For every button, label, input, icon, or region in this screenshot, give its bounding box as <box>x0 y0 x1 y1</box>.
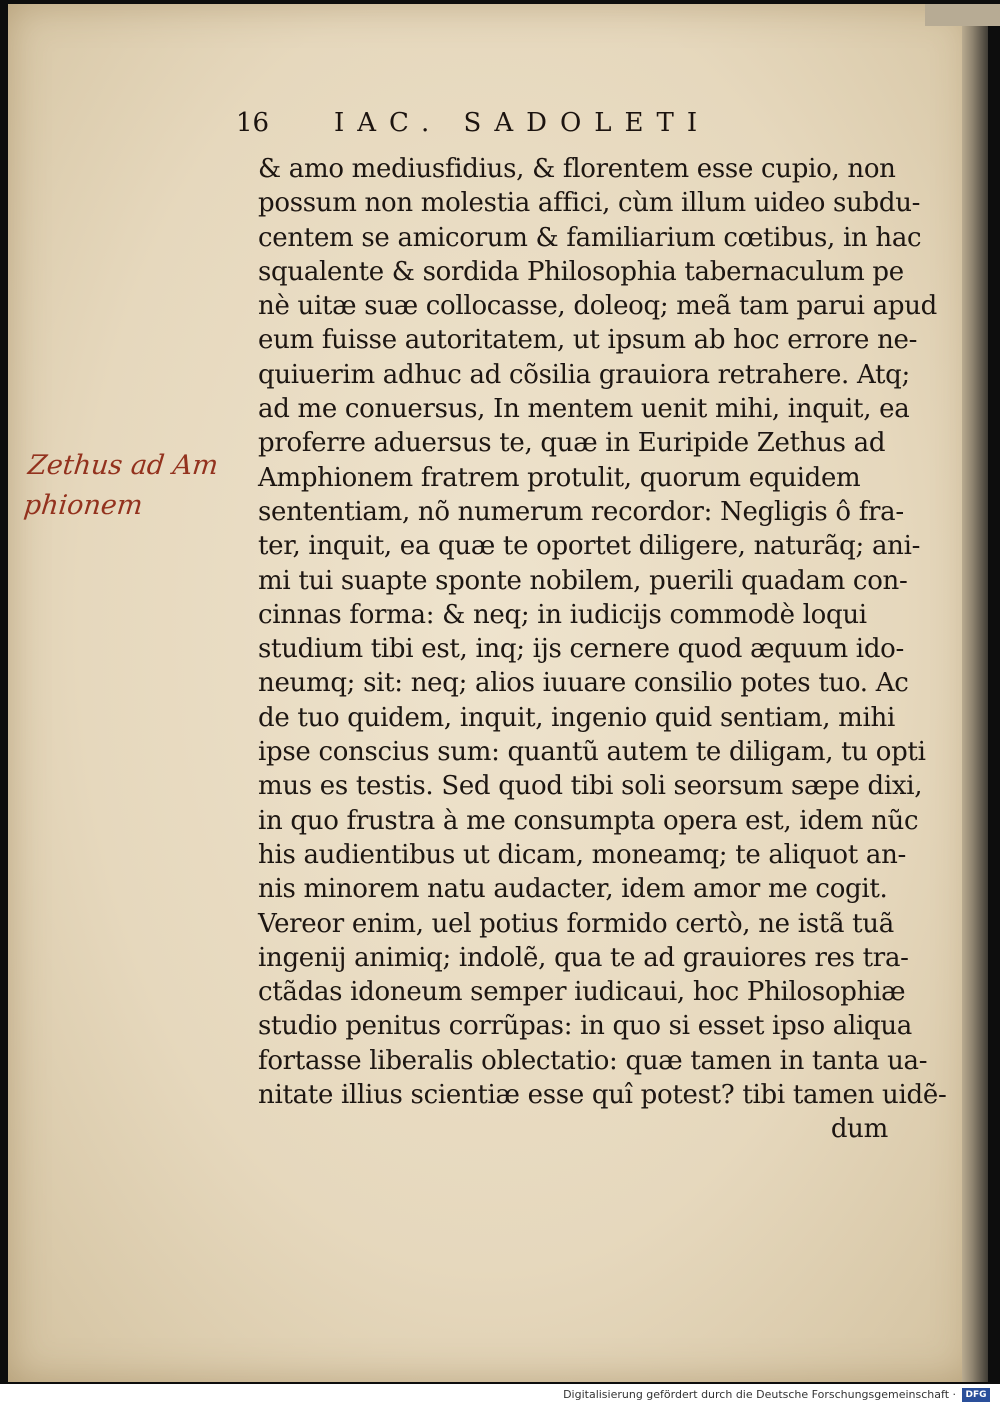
text-line: ter, inquit, ea quæ te oportet diligere, naturãq; ani- <box>258 531 921 562</box>
text-line: ctãdas idoneum semper iudicaui, hoc Philosophiæ <box>258 977 906 1008</box>
page-number: 16 <box>236 108 270 138</box>
page-corner <box>925 4 1000 26</box>
text-line: studio penitus corrũpas: in quo si esset ipso aliqua <box>258 1011 913 1042</box>
text-line: & amo mediusfidius, & florentem esse cupio, non <box>258 154 896 184</box>
text-line: in quo frustra à me consumpta opera est, idem nũc <box>258 805 919 836</box>
text-line: possum non molestia affici, cùm illum uideo subdu- <box>258 188 921 219</box>
text-line: de tuo quidem, inquit, ingenio quid sentiam, mihi <box>258 702 896 733</box>
marginal-note-line: phionem <box>22 490 145 521</box>
text-line: ingenij animiq; indolẽ, qua te ad grauiores res tra- <box>258 942 909 973</box>
catchword: dum <box>830 1114 888 1145</box>
text-line: squalente & sordida Philosophia tabernaculum pe <box>258 256 904 287</box>
text-line: fortasse liberalis oblectatio: quæ tamen in tanta ua- <box>258 1045 928 1076</box>
body-text <box>258 152 947 1147</box>
text-line: Amphionem fratrem protulit, quorum equidem <box>258 462 861 493</box>
handwritten-marginal-note <box>22 446 260 526</box>
marginal-note-line: Zethus ad Am <box>26 450 220 481</box>
text-line: mi tui suapte sponte nobilem, puerili quadam con- <box>258 565 908 596</box>
text-line: sententiam, nõ numerum recordor: Negligis ô fra- <box>258 496 904 527</box>
funding-credit: Digitalisierung gefördert durch die Deutsche Forschungsgemeinschaft · <box>563 1388 956 1401</box>
page-edge <box>962 4 988 1382</box>
dfg-logo-icon: DFG <box>962 1388 990 1402</box>
text-line: studium tibi est, inq; ijs cernere quod æquum ido- <box>258 634 904 665</box>
text-line: proferre aduersus te, quæ in Euripide Zethus ad <box>258 428 886 459</box>
text-line: ipse conscius sum: quantũ autem te diligam, tu opti <box>258 737 926 768</box>
text-line: cinnas forma: & neq; in iudicijs commodè loqui <box>258 599 867 630</box>
text-line: centem se amicorum & familiarium cœtibus, in hac <box>258 222 922 253</box>
page-header <box>236 108 876 144</box>
text-line: quiuerim adhuc ad cõsilia grauiora retrahere. Atq; <box>258 359 910 390</box>
text-line: nè uitæ suæ collocasse, doleoq; meã tam parui apud <box>258 291 937 322</box>
text-line: his audientibus ut dicam, moneamq; te aliquot an- <box>258 839 907 870</box>
text-line: ad me conuersus, In mentem uenit mihi, inquit, ea <box>258 394 910 425</box>
text-line: neumq; sit: neq; alios iuuare consilio potes tuo. Ac <box>258 668 909 699</box>
footer-bar <box>0 1384 1000 1406</box>
running-head: IAC. SADOLETI <box>334 108 711 138</box>
text-line: mus es testis. Sed quod tibi soli seorsum sæpe dixi, <box>258 771 923 802</box>
text-line: Vereor enim, uel potius formido certò, ne istã tuã <box>258 908 894 939</box>
text-line: nitate illius scientiæ esse quî potest? tibi tamen uidẽ- <box>258 1080 947 1111</box>
text-line: eum fuisse autoritatem, ut ipsum ab hoc errore ne- <box>258 325 918 356</box>
text-line: nis minorem natu audacter, idem amor me cogit. <box>258 874 888 905</box>
